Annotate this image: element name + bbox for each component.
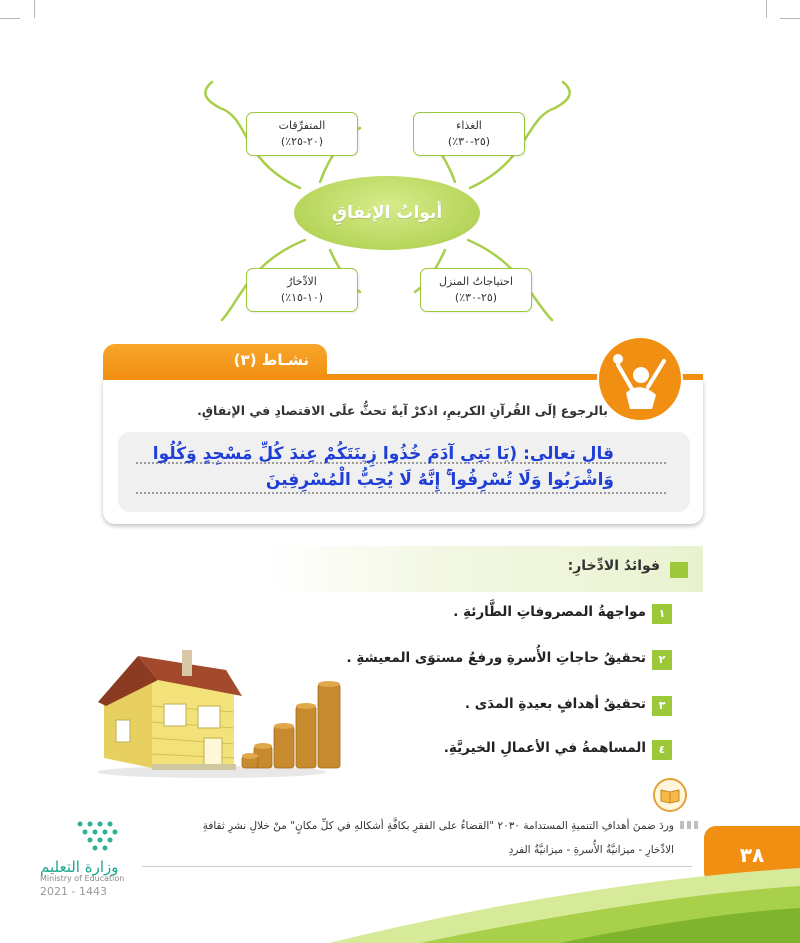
- mindmap-box-range: (٢٥-٣٠٪): [454, 291, 498, 304]
- ministry-name-english: Ministry of Education: [40, 874, 125, 883]
- answer-dotted-line: [136, 492, 666, 494]
- activity-person-icon: [596, 335, 684, 423]
- mindmap-box-range: (١٠-١٥٪): [280, 291, 324, 304]
- benefit-number: ١: [652, 604, 672, 624]
- benefit-item: تحقيقُ حاجاتِ الأُسرةِ ورفعُ مستوَى المعيشةِ .: [346, 650, 646, 666]
- mindmap-box-label: المتفرِّقات: [278, 119, 326, 132]
- mindmap-box-label: احتياجاتُ المنزل: [439, 275, 513, 288]
- benefits-bullet: [670, 562, 688, 578]
- benefits-title: فوائدُ الادِّخارِ:: [567, 558, 660, 574]
- benefit-item: تحقيقُ أهدافٍ بعيدةِ المدَى .: [464, 696, 646, 712]
- mindmap-box-range: (٢٥-٣٠٪): [447, 135, 491, 148]
- house-coins-illustration: [92, 640, 360, 780]
- mindmap-box-home-needs: [420, 268, 532, 312]
- mindmap-connectors: [0, 0, 800, 330]
- ministry-year: 2021 - 1443: [40, 885, 107, 898]
- benefit-item: مواجهةُ المصروفاتِ الطَّارئةِ .: [453, 604, 646, 620]
- ministry-logo-dots: [70, 818, 130, 858]
- mindmap-box-range: (٢٠-٢٥٪): [280, 135, 324, 148]
- mindmap-box-label: الغذاء: [456, 119, 482, 132]
- note-underline: [142, 866, 692, 867]
- mindmap-box-label: الادِّخارُ: [287, 275, 317, 288]
- mindmap-box-misc: [246, 112, 358, 156]
- benefit-number: ٤: [652, 740, 672, 760]
- activity-title: نشـاط (٣): [103, 344, 327, 380]
- benefit-number: ٣: [652, 696, 672, 716]
- ministry-name-arabic: وزارة التعليم: [40, 858, 119, 876]
- sdg-note-line-1: وردَ ضمنَ أهدافِ التنميةِ المستدامة ٢٠٣٠ "القضاءُ على الفقرِ بكافَّةِ أشكالهِ في كلِّ مكانٍ" منْ خلالِ نشرِ ثقافةِ: [202, 820, 674, 832]
- page-number: ٣٨: [704, 826, 800, 884]
- bottom-swoosh: [0, 868, 800, 943]
- sdg-note-line-2: الادِّخارِ - ميزانيَّةُ الأُسرةِ - ميزانيَّةُ الفردِ: [508, 844, 674, 856]
- answer-line-2: وَاشْرَبُوا وَلَا تُسْرِفُوا ۚ إِنَّهُ لَا يُحِبُّ الْمُسْرِفِينَ: [265, 470, 614, 490]
- answer-line-1: قال تعالى: (يَا بَنِي آدَمَ خُذُوا زِينَتَكُمْ عِندَ كُلِّ مَسْجِدٍ وَكُلُوا: [152, 444, 614, 464]
- book-icon: [652, 777, 688, 813]
- mindmap-box-savings: [246, 268, 358, 312]
- benefit-number: ٢: [652, 650, 672, 670]
- activity-prompt: بالرجوع إلَى القُرآنِ الكريمِ، اذكرْ آيةً تحثُّ علَى الاقتصادِ في الإنفاقِ.: [197, 403, 608, 418]
- note-arrow-icon: [678, 819, 704, 831]
- benefit-item: المساهمةُ في الأعمالِ الخيريَّةِ.: [443, 740, 646, 756]
- mindmap-center: أبوابُ الإنفاقِ: [294, 176, 480, 250]
- mindmap-box-food: [413, 112, 525, 156]
